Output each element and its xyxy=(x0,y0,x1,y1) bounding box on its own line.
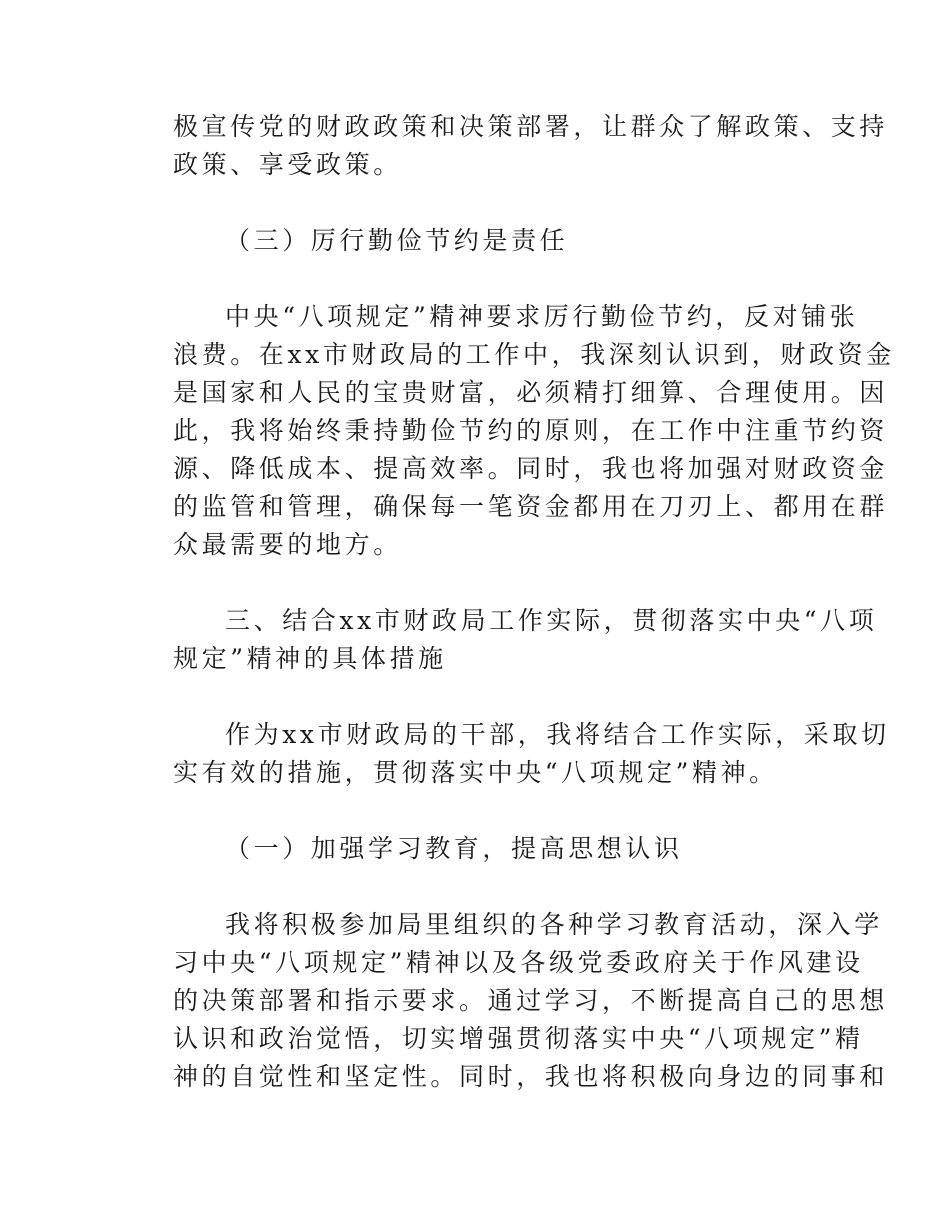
text-line: 众最需要的地方。 xyxy=(173,530,402,559)
subheading-three xyxy=(173,222,803,260)
text-line: 此，我将始终秉持勤俭节约的原则，在工作中注重节约资 xyxy=(173,416,889,445)
text-line: 政策、享受政策。 xyxy=(173,150,402,179)
heading-line: 三、结合xx市财政局工作实际，贯彻落实中央“八项 xyxy=(225,606,878,635)
document-body xyxy=(173,108,895,1096)
text-line: 我将积极参加局里组织的各种学习教育活动，深入学 xyxy=(225,910,883,939)
text-line: 是国家和人民的宝贵财富，必须精打细算、合理使用。因 xyxy=(173,378,889,407)
text-line: 的监管和管理，确保每一笔资金都用在刀刃上、都用在群 xyxy=(173,492,889,521)
text-line: 认识和政治觉悟，切实增强贯彻落实中央“八项规定”精 xyxy=(173,1024,864,1053)
paragraph-continued xyxy=(173,108,889,184)
subheading-one xyxy=(173,830,803,868)
text-line: 中央“八项规定”精神要求厉行勤俭节约，反对铺张 xyxy=(225,302,859,331)
text-line: 浪费。在xx市财政局的工作中，我深刻认识到，财政资金 xyxy=(173,340,895,369)
heading-line: 规定”精神的具体措施 xyxy=(173,644,447,673)
subheading-text: （一）加强学习教育，提高思想认识 xyxy=(225,834,683,863)
subheading-text: （三）厉行勤俭节约是责任 xyxy=(225,226,569,255)
paragraph-measures-intro xyxy=(173,716,890,792)
text-line: 的决策部署和指示要求。通过学习，不断提高自己的思想 xyxy=(173,986,889,1015)
paragraph-frugality xyxy=(173,298,895,564)
text-line: 源、降低成本、提高效率。同时，我也将加强对财政资金 xyxy=(173,454,889,483)
text-line: 作为xx市财政局的干部，我将结合工作实际，采取切 xyxy=(225,720,890,749)
text-line: 习中央“八项规定”精神以及各级党委政府关于作风建设 xyxy=(173,948,864,977)
text-line: 实有效的措施，贯彻落实中央“八项规定”精神。 xyxy=(173,758,778,787)
text-line: 极宣传党的财政政策和决策部署，让群众了解政策、支持 xyxy=(173,112,889,141)
text-line: 神的自觉性和坚定性。同时，我也将积极向身边的同事和 xyxy=(173,1062,889,1091)
section-heading-three xyxy=(173,602,878,678)
paragraph-study xyxy=(173,906,889,1096)
